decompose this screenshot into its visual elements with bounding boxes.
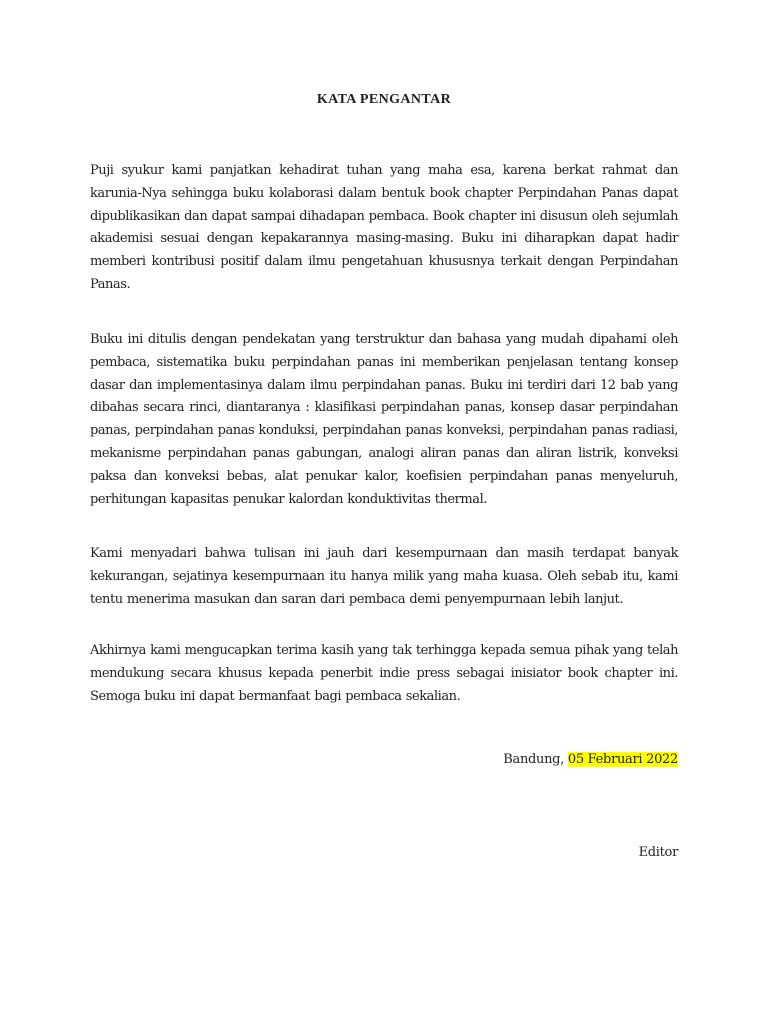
- paragraph-intro: Puji syukur kami panjatkan kehadirat tuhan yang maha esa, karena berkat rahmat dan karunia-Nya sehingga buku kolaborasi dalam bentuk book chapter Perpindahan Panas dapat dipublikasikan dan dapat sampai dihadapan pembaca. Book chapter ini disusun oleh sejumlah akademisi sesuai dengan kepakarannya masing-masing. Buku ini diharapkan dapat hadir memberi kontribusi positif dalam ilmu pengetahuan khususnya terkait dengan Perpindahan Panas.: [90, 163, 678, 292]
- closing-place-date: [503, 752, 678, 767]
- signature-editor: Editor: [638, 845, 678, 860]
- paragraph-acknowledgement: Akhirnya kami mengucapkan terima kasih yang tak terhingga kepada semua pihak yang telah mendukung secara khusus kepada penerbit indie press sebagai inisiator book chapter ini. Semoga buku ini dapat bermanfaat bagi pembaca sekalian.: [90, 643, 678, 704]
- closing-date: 05 Februari 2022: [567, 752, 678, 767]
- paragraph-structure: Buku ini ditulis dengan pendekatan yang terstruktur dan bahasa yang mudah dipahami oleh pembaca, sistematika buku perpindahan panas ini memberikan penjelasan tentang konsep dasar dan implementasinya dalam ilmu perpindahan panas. Buku ini terdiri dari 12 bab yang dibahas secara rinci, diantaranya : klasifikasi perpindahan panas, konsep dasar perpindahan panas, perpindahan panas konduksi, perpindahan panas konveksi, perpindahan panas radiasi, mekanisme perpindahan panas gabungan, analogi aliran panas dan aliran listrik, konveksi paksa dan konveksi bebas, alat penukar kalor, koefisien perpindahan panas menyeluruh, perhitungan kapasitas penukar kalordan konduktivitas thermal.: [90, 332, 678, 507]
- page-title: KATA PENGANTAR: [316, 92, 452, 107]
- paragraph-limitations: Kami menyadari bahwa tulisan ini jauh dari kesempurnaan dan masih terdapat banyak kekurangan, sejatinya kesempurnaan itu hanya milik yang maha kuasa. Oleh sebab itu, kami tentu menerima masukan dan saran dari pembaca demi penyempurnaan lebih lanjut.: [90, 546, 678, 607]
- closing-place: Bandung,: [503, 752, 568, 767]
